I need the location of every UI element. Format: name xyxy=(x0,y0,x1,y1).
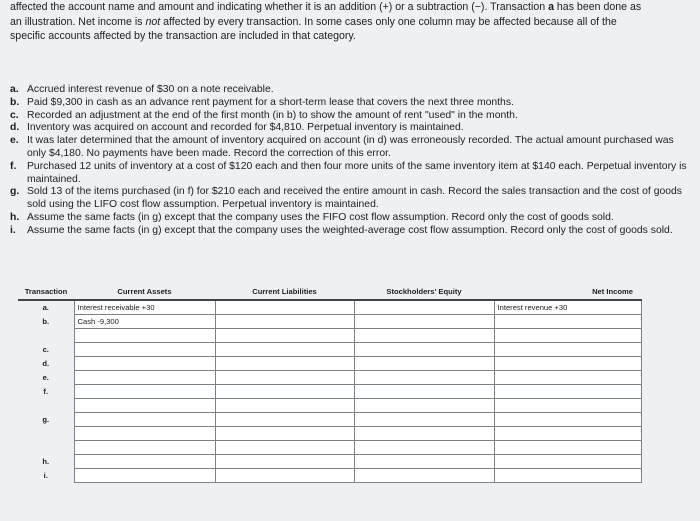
row-label-i: i. xyxy=(43,471,48,480)
transaction-list xyxy=(10,84,694,238)
current-assets-input[interactable] xyxy=(74,385,215,399)
table-header-row xyxy=(18,284,641,300)
current-liabilities-input[interactable] xyxy=(215,300,354,315)
header-stockholders-equity: Stockholders' Equity xyxy=(354,284,494,300)
current-assets-input[interactable] xyxy=(74,441,215,455)
stockholders-equity-input[interactable] xyxy=(354,343,494,357)
transaction-item-b: b. Paid $9,300 in cash as an advance rent payment for a short-term lease that covers the next three months. xyxy=(10,96,514,108)
table-row xyxy=(18,399,641,413)
table-row xyxy=(18,343,641,357)
net-income-input[interactable] xyxy=(494,371,641,385)
transaction-item-i: i. Assume the same facts (in g) except that the company uses the weighted-average cost flow assumption. Record only the cost of goods sold. xyxy=(10,224,673,236)
current-assets-input[interactable] xyxy=(74,343,215,357)
table-row xyxy=(18,413,641,427)
current-liabilities-input[interactable] xyxy=(215,399,354,413)
current-assets-input[interactable] xyxy=(74,413,215,427)
stockholders-equity-input[interactable] xyxy=(354,455,494,469)
current-assets-input[interactable]: Cash -9,300 xyxy=(74,315,215,329)
header-net-income: Net Income xyxy=(494,284,641,300)
current-liabilities-input[interactable] xyxy=(215,315,354,329)
stockholders-equity-input[interactable] xyxy=(354,300,494,315)
instructions-line-3: specific accounts affected by the transaction are included in that category. xyxy=(10,30,356,42)
transaction-item-a: a. Accrued interest revenue of $30 on a note receivable. xyxy=(10,84,274,95)
transaction-item-g: g. Sold 13 of the items purchased (in f) for $210 each and received the entire amount in cash. Record the sales transaction and the cost of goods sold using the LIFO cost flow assumption. Perpetual inventory is maintained. xyxy=(10,186,683,211)
current-assets-input[interactable] xyxy=(74,455,215,469)
stockholders-equity-input[interactable] xyxy=(354,399,494,413)
transaction-table xyxy=(18,284,642,483)
table-row xyxy=(18,455,641,469)
row-label-h: h. xyxy=(42,457,50,466)
current-assets-input[interactable] xyxy=(74,357,215,371)
table-row xyxy=(18,315,641,329)
table-row xyxy=(18,357,641,371)
transaction-item-d: d. Inventory was acquired on account and recorded for $4,810. Perpetual inventory is maintained. xyxy=(10,122,464,134)
current-liabilities-input[interactable] xyxy=(215,343,354,357)
net-income-input[interactable] xyxy=(494,427,641,441)
stockholders-equity-input[interactable] xyxy=(354,441,494,455)
row-label-f: f. xyxy=(43,387,49,396)
current-liabilities-input[interactable] xyxy=(215,413,354,427)
stockholders-equity-input[interactable] xyxy=(354,385,494,399)
net-income-input[interactable] xyxy=(494,455,641,469)
stockholders-equity-input[interactable] xyxy=(354,413,494,427)
table-row xyxy=(18,441,641,455)
header-current-liabilities: Current Liabilities xyxy=(215,284,354,300)
transaction-item-h: h. Assume the same facts (in g) except that the company uses the FIFO cost flow assumption. Record only the cost of goods sold. xyxy=(10,211,614,223)
current-liabilities-input[interactable] xyxy=(215,469,354,483)
row-label-e: e. xyxy=(42,373,49,382)
stockholders-equity-input[interactable] xyxy=(354,427,494,441)
table-row xyxy=(18,469,641,483)
net-income-input[interactable] xyxy=(494,385,641,399)
table-row xyxy=(18,385,641,399)
current-liabilities-input[interactable] xyxy=(215,385,354,399)
current-liabilities-input[interactable] xyxy=(215,357,354,371)
current-liabilities-input[interactable] xyxy=(215,329,354,343)
transaction-item-f: f. Purchased 12 units of inventory at a cost of $120 each and then four more units of the same inventory item at $140 each. Perpetual inventory is maintained. xyxy=(10,160,687,185)
net-income-input[interactable] xyxy=(494,469,641,483)
net-income-input[interactable] xyxy=(494,399,641,413)
stockholders-equity-input[interactable] xyxy=(354,371,494,385)
net-income-input[interactable] xyxy=(494,343,641,357)
transaction-item-e: e. It was later determined that the amount of inventory acquired on account (in d) was erroneously recorded. The actual amount purchased was only $4,180. No payments have been made. Record the correction of this error. xyxy=(10,135,674,159)
table-row xyxy=(18,300,641,315)
stockholders-equity-input[interactable] xyxy=(354,469,494,483)
row-label-d: d. xyxy=(42,359,50,368)
header-transaction: Transaction xyxy=(18,284,74,300)
net-income-input[interactable] xyxy=(494,357,641,371)
current-assets-input[interactable] xyxy=(74,427,215,441)
table-row xyxy=(18,329,641,343)
stockholders-equity-input[interactable] xyxy=(354,357,494,371)
instructions-line-1: affected the account name and amount and indicating whether it is an addition (+) or a subtraction (−). Transaction a has been done as xyxy=(10,1,642,13)
current-liabilities-input[interactable] xyxy=(215,371,354,385)
row-label-a: a. xyxy=(42,303,49,313)
net-income-input[interactable] xyxy=(494,413,641,427)
net-income-input[interactable] xyxy=(494,441,641,455)
row-label-b: b. xyxy=(42,317,50,326)
current-assets-input[interactable] xyxy=(74,469,215,483)
net-income-input[interactable] xyxy=(494,315,641,329)
current-liabilities-input[interactable] xyxy=(215,441,354,455)
current-assets-input[interactable] xyxy=(74,371,215,385)
stockholders-equity-input[interactable] xyxy=(354,329,494,343)
stockholders-equity-input[interactable] xyxy=(354,315,494,329)
transaction-item-c: c. Recorded an adjustment at the end of the first month (in b) to show the amount of rent "used" in the month. xyxy=(10,109,518,121)
current-assets-input[interactable] xyxy=(74,329,215,343)
current-assets-input[interactable] xyxy=(74,399,215,413)
instructions xyxy=(10,0,694,44)
net-income-input[interactable]: Interest revenue +30 xyxy=(494,300,641,315)
row-label-g: g. xyxy=(42,415,50,424)
current-liabilities-input[interactable] xyxy=(215,427,354,441)
table-row xyxy=(18,371,641,385)
header-current-assets: Current Assets xyxy=(74,284,215,300)
current-liabilities-input[interactable] xyxy=(215,455,354,469)
row-label-c: c. xyxy=(42,345,49,354)
table-row xyxy=(18,427,641,441)
net-income-input[interactable] xyxy=(494,329,641,343)
current-assets-input[interactable]: Interest receivable +30 xyxy=(74,300,215,315)
instructions-line-2: an illustration. Net income is not affected by every transaction. In some cases only one column may be affected because all of the xyxy=(10,15,617,28)
